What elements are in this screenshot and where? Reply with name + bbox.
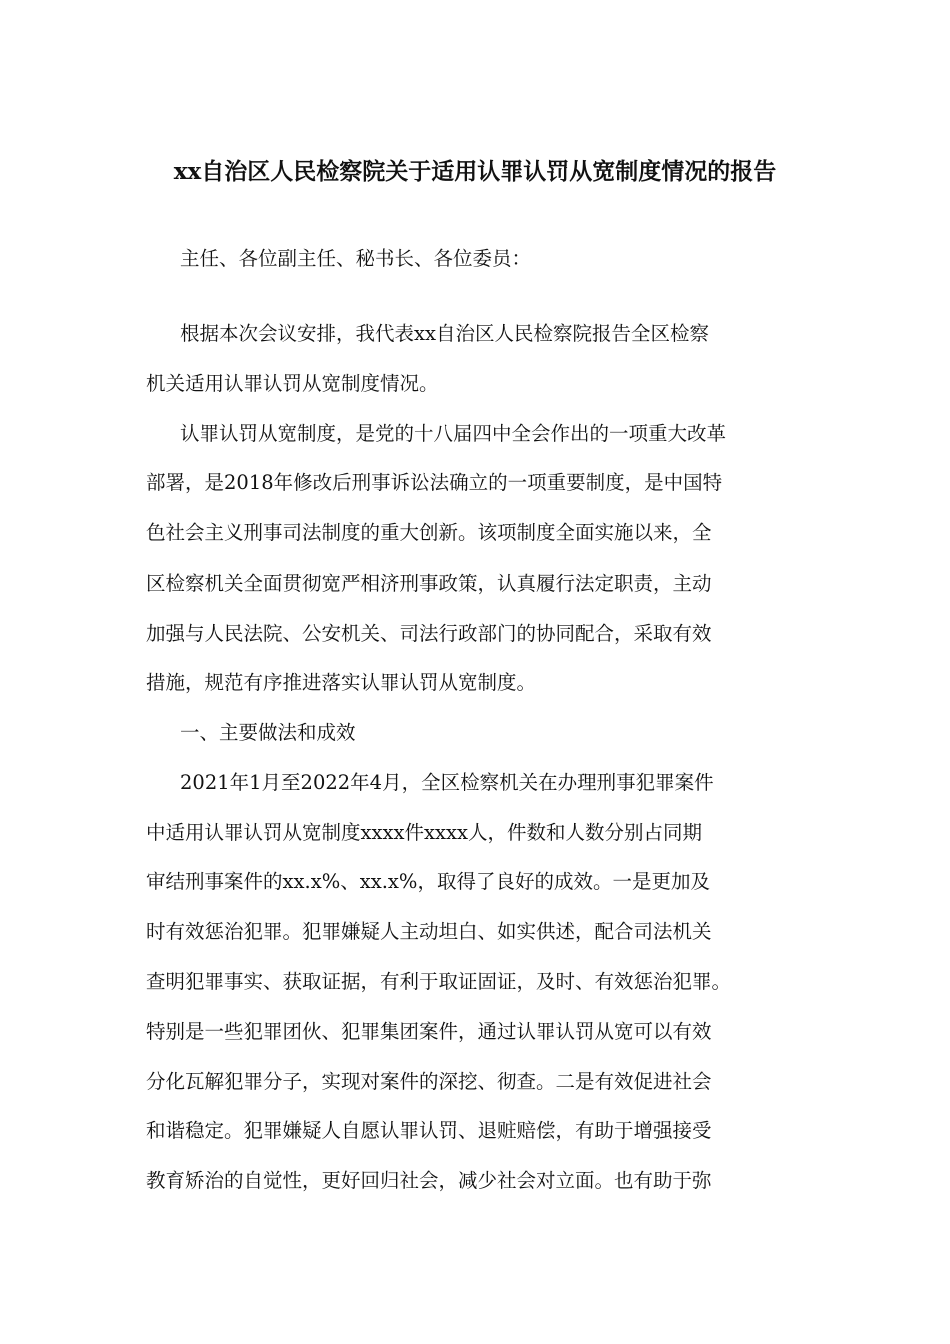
- paragraph-line: 和谐稳定。犯罪嫌疑人自愿认罪认罚、退赃赔偿，有助于增强接受: [146, 1119, 712, 1142]
- paragraph-line: 教育矫治的自觉性，更好回归社会，减少社会对立面。也有助于弥: [146, 1169, 712, 1192]
- paragraph-line: 加强与人民法院、公安机关、司法行政部门的协同配合，采取有效: [146, 622, 712, 645]
- paragraph-line: 措施，规范有序推进落实认罪认罚从宽制度。: [146, 671, 537, 694]
- section-heading: 一、主要做法和成效: [180, 721, 356, 744]
- paragraph-line: 区检察机关全面贯彻宽严相济刑事政策，认真履行法定职责，主动: [146, 572, 712, 595]
- paragraph-line: 2021年1月至2022年4月，全区检察机关在办理刑事犯罪案件: [180, 771, 714, 794]
- paragraph-line: 根据本次会议安排，我代表xx自治区人民检察院报告全区检察: [180, 322, 709, 345]
- paragraph-line: 色社会主义刑事司法制度的重大创新。该项制度全面实施以来，全: [146, 521, 712, 544]
- salutation: 主任、各位副主任、秘书长、各位委员：: [180, 247, 532, 270]
- paragraph-line: 认罪认罚从宽制度，是党的十八届四中全会作出的一项重大改革: [180, 422, 727, 445]
- paragraph-line: 时有效惩治犯罪。犯罪嫌疑人主动坦白、如实供述，配合司法机关: [146, 920, 712, 943]
- document-title: xx自治区人民检察院关于适用认罪认罚从宽制度情况的报告: [173, 158, 777, 185]
- paragraph-line: 部署，是2018年修改后刑事诉讼法确立的一项重要制度，是中国特: [146, 471, 723, 494]
- paragraph-line: 分化瓦解犯罪分子，实现对案件的深挖、彻查。二是有效促进社会: [146, 1070, 712, 1093]
- paragraph-line: 中适用认罪认罚从宽制度xxxx件xxxx人，件数和人数分别占同期: [146, 821, 702, 844]
- paragraph-line: 审结刑事案件的xx.x%、xx.x%，取得了良好的成效。一是更加及: [146, 870, 710, 893]
- paragraph-line: 机关适用认罪认罚从宽制度情况。: [146, 372, 439, 395]
- paragraph-line: 特别是一些犯罪团伙、犯罪集团案件，通过认罪认罚从宽可以有效: [146, 1020, 712, 1043]
- paragraph-line: 查明犯罪事实、获取证据，有利于取证固证，及时、有效惩治犯罪。: [146, 970, 732, 993]
